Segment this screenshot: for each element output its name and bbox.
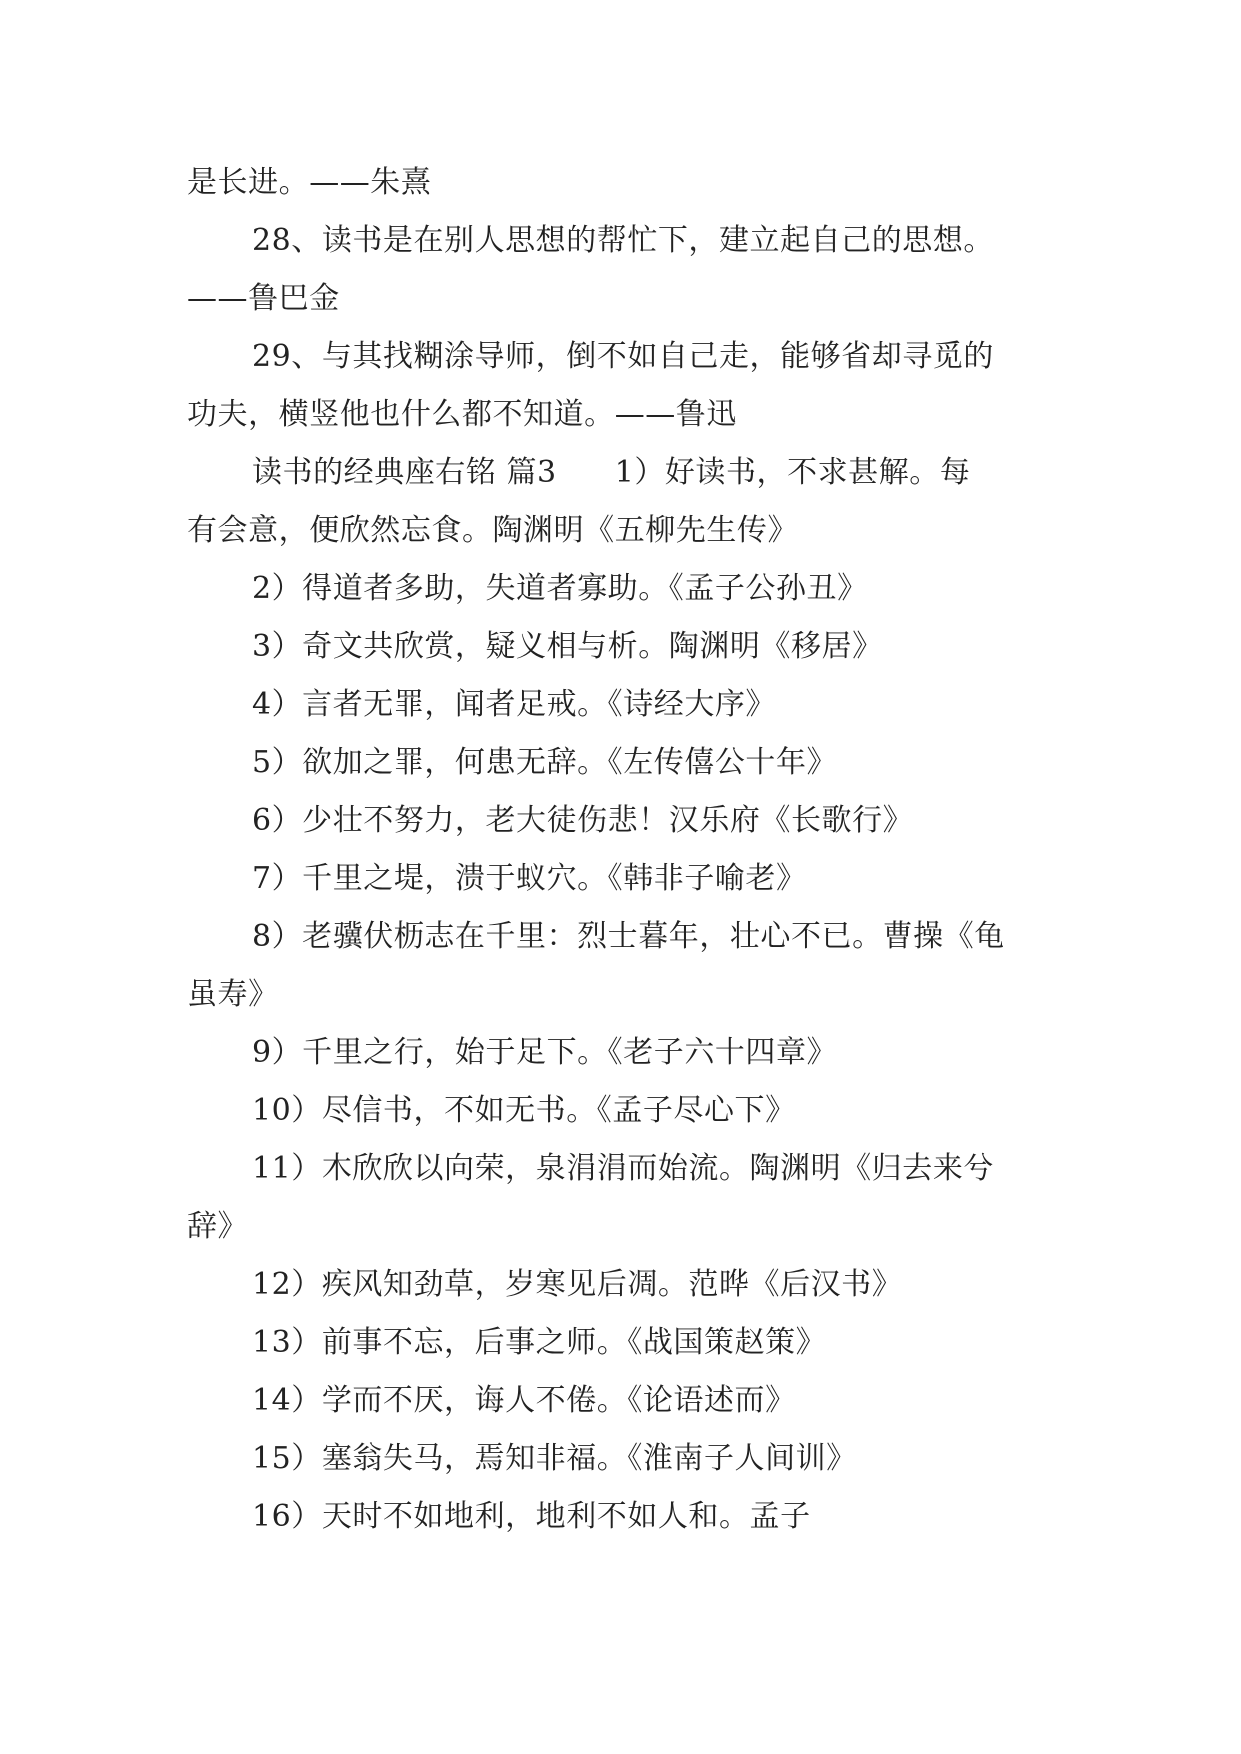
text-line: 7）千里之堤，溃于蚁穴。《韩非子喻老》 [252,861,807,896]
text-line: 10）尽信书，不如无书。《孟子尽心下》 [252,1093,796,1128]
text-line: 4）言者无罪，闻者足戒。《诗经大序》 [252,687,776,722]
section-heading-line [187,444,1067,502]
text-line: 8）老骥伏枥志在千里：烈士暮年，壮心不已。曹操《龟 [252,919,1005,954]
text-line: 辞》 [187,1209,249,1244]
text-line: 13）前事不忘，后事之师。《战国策赵策》 [252,1325,827,1360]
text-line: 5）欲加之罪，何患无辞。《左传僖公十年》 [252,745,838,780]
text-line: 11）木欣欣以向荣，泉涓涓而始流。陶渊明《归去来兮 [252,1151,994,1186]
text-line: 6）少壮不努力，老大徒伤悲！汉乐府《长歌行》 [252,803,914,838]
text-line: 虽寿》 [187,977,279,1012]
text-line: 15）塞翁失马，焉知非福。《淮南子人间训》 [252,1441,857,1476]
text-line: 功夫，横竖他也什么都不知道。——鲁迅 [187,397,737,432]
text-line: 12）疾风知劲草，岁寒见后凋。范晔《后汉书》 [252,1267,903,1302]
text-line: 29、与其找糊涂导师，倒不如自己走，能够省却寻觅的 [252,339,994,374]
text-line: 14）学而不厌，诲人不倦。《论语述而》 [252,1383,796,1418]
quote-continuation: 1）好读书，不求甚解。每 [614,455,971,490]
section-heading: 读书的经典座右铭 篇3 [252,455,557,490]
document-body [187,154,1067,1546]
text-line: 16）天时不如地利，地利不如人和。孟子 [252,1499,811,1534]
text-line: 有会意，便欣然忘食。陶渊明《五柳先生传》 [187,513,798,548]
text-line: 3）奇文共欣赏，疑义相与析。陶渊明《移居》 [252,629,883,664]
text-line: 9）千里之行，始于足下。《老子六十四章》 [252,1035,838,1070]
text-line: ——鲁巴金 [187,281,340,316]
text-line: 是长进。——朱熹 [187,165,432,200]
text-line: 2）得道者多助，失道者寡助。《孟子公孙丑》 [252,571,868,606]
text-line: 28、读书是在别人思想的帮忙下，建立起自己的思想。 [252,223,994,258]
